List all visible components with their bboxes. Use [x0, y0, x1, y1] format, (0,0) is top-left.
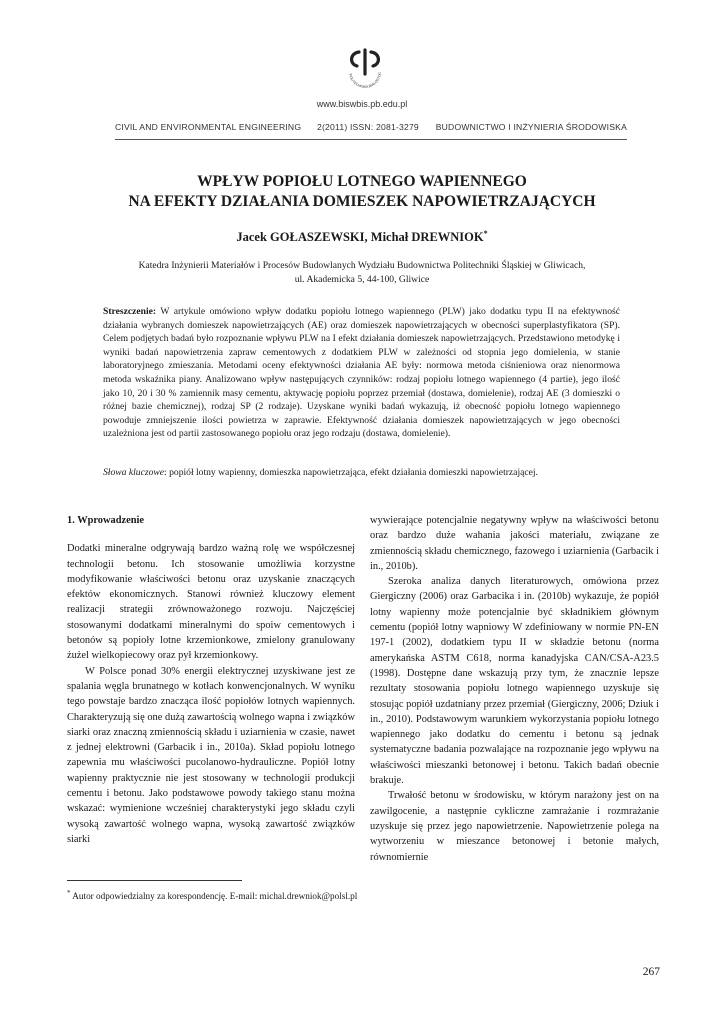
corresponding-author-mark: *: [483, 229, 488, 238]
footnote-mark: *: [67, 889, 71, 897]
logo-text: POLITECHNIKA BIAŁOSTOC: [348, 71, 383, 90]
body-column-right: [370, 513, 659, 865]
affiliation-line-1: Katedra Inżynierii Materiałów i Procesów Budowlanych Wydziału Budownictwa Politechniki Śląskiej w Gliwicach,: [138, 260, 586, 271]
footnote-text: Autor odpowiedzialny za korespondencję. E-mail: michal.drewniok@polsl.pl: [72, 891, 358, 901]
title-line-1: WPŁYW POPIOŁU LOTNEGO WAPIENNEGO: [197, 173, 527, 190]
abstract-text: W artykule omówiono wpływ dodatku popiołu lotnego wapiennego (PLW) jako dodatku typu II na efektywność działania wybranych domieszek napowietrzających (AE) oraz domieszek napowietrzających w obecności superplastyfikatora (SP). Celem podjętych badań było rozpoznanie wpływu PLW na I efekt działania domieszek napowietrzających. Przedstawiono metodykę i wyniki badań napowietrzenia zapraw cementowych z dodatkiem PLW w zależności od stopnia jego domielenia, w stanie laboratoryjnego zmieszania. Metodami oceny efektywności działania AE były: normowa metoda ciśnieniowa oraz nienormowa metoda wskaźnika piany. Analizowano wpływ następujących czynników: rodzaj popiołu lotnego wapiennego (4 partie), jego ilość jako 10, 20 i 30 % zamiennik masy cementu, aktywację popiołu poprzez przemiał (dostawa, domielenie), rodzaj AE (3 domieszki o różnej bazie chemicznej), rodzaj SP (2 rodzaje). Uzyskane wyniki badań wykazują, iż obecność popiołu lotnego wapiennego powoduje zmniejszenie ilości powietrza w zaprawie. Efektywność działania domieszek napowietrzających w jego obecności uzależniona jest od partii zastosowanego popiołu oraz jego rodzaju (dostawa, domielenie).: [103, 306, 620, 440]
journal-website: www.biswbis.pb.edu.pl: [316, 99, 408, 109]
keywords-label: Słowa kluczowe: [103, 467, 165, 478]
footnote-divider: [67, 880, 242, 881]
header-divider: [115, 139, 627, 140]
paragraph: Dodatki mineralne odgrywają bardzo ważną rolę we współczesnej technologii betonu. Ich stosowanie umożliwia korzystne modyfikowanie właściwości betonu oraz uzyskanie znaczących efektów ekonomicznych. Stanowi również kluczowy element realizacji strategii zrównoważonego rozwoju. Najczęściej stosowanymi dodatkami mineralnymi do spoiw cementowych i betonów są popioły lotne krzemionkowe, zmielony granulowany żużel wielkopiecowy oraz pył krzemionkowy.: [67, 543, 355, 662]
journal-name-pl: BUDOWNICTWO I INŻYNIERIA ŚRODOWISKA: [435, 122, 627, 132]
author-names: Jacek GOŁASZEWSKI, Michał DREWNIOK: [236, 230, 484, 244]
title-line-2: NA EFEKTY DZIAŁANIA DOMIESZEK NAPOWIETRZAJĄCYCH: [128, 193, 596, 210]
affiliation: [100, 259, 624, 286]
paper-title: [0, 172, 724, 212]
affiliation-line-2: ul. Akademicka 5, 44-100, Gliwice: [294, 273, 430, 285]
paragraph: wywierające potencjalnie negatywny wpływ na właściwości betonu oraz bardzo duże wahania jakości materiału, związane ze zmiennością składu chemicznego, fazowego i uziarnienia (Garbacik i in., 2010b).: [370, 515, 659, 572]
page-number: 267: [642, 966, 660, 978]
footnote: [67, 889, 627, 901]
section-heading: 1. Wprowadzenie: [67, 515, 144, 526]
journal-name-en: CIVIL AND ENVIRONMENTAL ENGINEERING: [115, 122, 302, 132]
keywords-text: : popiół lotny wapienny, domieszka napowietrzająca, efekt działania domieszki napowietrzającej.: [164, 467, 538, 478]
paragraph: Szeroka analiza danych literaturowych, omówiona przez Giergiczny (2006) oraz Garbacika i in. (2010b) wykazuje, że popiół lotny wapienny może potencjalnie być składnikiem głównym cementu (popiół lotny wapniowy W zdefiniowany w normie PN-EN 197-1 (2002), dodatkiem typu II w składzie betonu (norma amerykańska ASTM C618, norma kanadyjska CAN/CSA-A23.5 (1998). Dostępne dane wskazują przy tym, że znacznie lepsze rezultaty stosowania popiołu lotnego wapiennego uzyskuje się stosując popiół uzdatniany przez przemiał (Giergiczny, 2006; Dziuk i in., 2010). Podstawowym warunkiem wykorzystania popiołu lotnego wapiennego jako dodatku do cementu i betonu są jednak systematyczne badania pozwalające na rozpoznanie jego wpływu na właściwości mieszanki betonowej i betonu. Takich badań obecnie brakuje.: [370, 576, 659, 787]
authors: [0, 229, 724, 245]
journal-issue: 2(2011) ISSN: 2081-3279: [317, 122, 419, 132]
keywords: [103, 466, 620, 480]
abstract-label: Streszczenie:: [103, 306, 157, 317]
abstract: [103, 305, 620, 441]
paragraph: Trwałość betonu w środowisku, w którym narażony jest on na zawilgocenie, a następnie cykliczne zamrażanie i rozmrażanie uzyskuje się przez jego napowietrzenie. Napowietrzenie polega na wytworzeniu w mieszance betonowej i betonie małych, równomiernie: [370, 790, 659, 863]
university-logo: [337, 44, 393, 100]
body-column-left: [67, 513, 355, 847]
paragraph: W Polsce ponad 30% energii elektrycznej uzyskiwane jest ze spalania węgla brunatnego w kotłach konwencjonalnych. W wyniku tego powstaje bardzo znacząca ilość popiołów lotnych wapiennych. Charakteryzują się one dużą zawartością wolnego wapna i związków siarki oraz znaczną zmiennością składu i uziarnienia w czasie, nawet z jednej elektrowni (Garbacik i in., 2010a). Skład popiołu lotnego zapewnia mu właściwości pucolanowo-hydrauliczne. Popiół lotny wapienny praktycznie nie jest stosowany w technologii produkcji cementu i betonu. Jako podstawowe powody takiego stanu można wskazać: wymienione wcześniej charakterystyki jego składu czyli wysoką zawartość wolnego wapna, wysoką zawartość związków siarki: [67, 665, 355, 845]
